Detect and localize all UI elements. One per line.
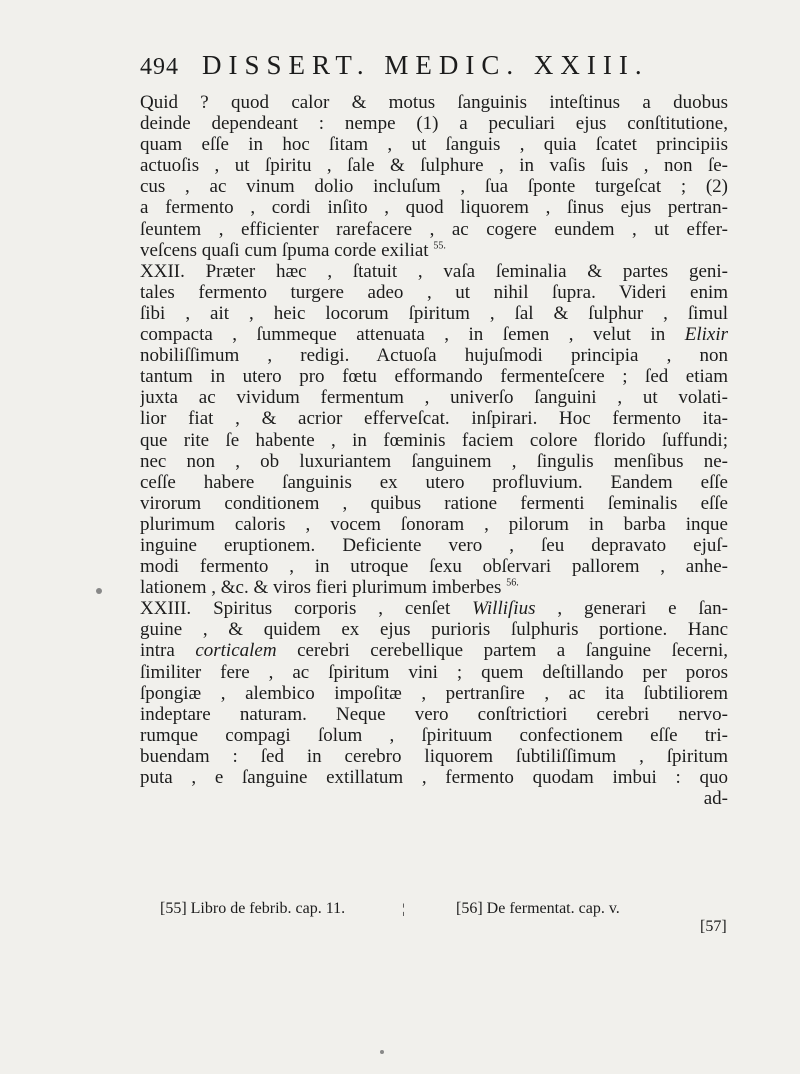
text-line <box>140 451 728 472</box>
paper-speck <box>380 1050 384 1054</box>
text-line <box>140 176 728 197</box>
line-text: nec non , ob luxuriantem ſanguinem , ſingulis menſibus ne- <box>140 450 728 472</box>
text-line <box>140 598 728 619</box>
text-line <box>140 640 728 661</box>
text-line <box>140 788 728 809</box>
line-text: ſibi , ait , heic locorum ſpiritum , ſal & ſulphur , ſimul <box>140 302 728 324</box>
text-line <box>140 767 728 788</box>
footnote-reference: 56. <box>506 577 519 589</box>
line-text: nobiliſſimum , redigi. Actuoſa hujuſmodi principia , non <box>140 345 728 367</box>
line-text: ad- <box>703 788 728 810</box>
line-text: que rite ſe habente , in fœminis faciem colore florido ſuffundi; <box>140 429 728 451</box>
text-line <box>140 345 728 366</box>
line-text: tantum in utero pro fœtu efformando fermenteſcere ; ſed etiam <box>140 366 728 388</box>
line-text: cus , ac vinum dolio incluſum , ſua ſponte turgeſcat ; (2) <box>140 176 728 198</box>
line-text: inguine eruptionem. Deficiente vero , ſeu depravato ejuſ- <box>140 534 728 556</box>
text-line <box>140 472 728 493</box>
line-text: rumque compagi ſolum , ſpirituum confectionem eſſe tri- <box>140 724 728 746</box>
text-line <box>140 134 728 155</box>
line-text: deinde dependeant : nempe (1) a peculiari ejus conſtitutione, <box>140 113 728 135</box>
text-line <box>140 261 728 282</box>
text-line <box>140 197 728 218</box>
text-line <box>140 704 728 725</box>
line-text: lior fiat , & acrior efferveſcat. inſpirari. Hoc fermento ita- <box>140 408 728 430</box>
line-text: actuoſis , ut ſpiritu , ſale & ſulphure , in vaſis ſuis , non ſe- <box>140 155 728 177</box>
text-line <box>140 282 728 303</box>
line-text-continued: , generari e ſan- <box>557 598 728 620</box>
text-line <box>140 556 728 577</box>
line-text: ſeuntem , efficienter rarefacere , ac cogere eundem , ut effer- <box>140 218 728 240</box>
line-text: intra <box>140 640 175 662</box>
body-text <box>140 92 728 809</box>
text-line <box>140 324 728 345</box>
line-text-continued: cerebri cerebellique partem a ſanguine ſecerni, <box>297 640 728 662</box>
line-text: plurimum caloris , vocem ſonoram , pilorum in barba inque <box>140 513 728 535</box>
text-line <box>140 725 728 746</box>
text-line <box>140 577 728 598</box>
line-text: ſimiliter fere , ac ſpiritum vini ; quem deſtillando per poros <box>140 661 728 683</box>
text-line <box>140 366 728 387</box>
line-text: lationem , &c. & viros fieri plurimum imberbes <box>140 577 502 599</box>
line-text: indeptare naturam. Neque vero conſtrictiori cerebri nervo- <box>140 703 728 725</box>
line-text: tales fermento turgere adeo , ut nihil ſupra. Videri enim <box>140 281 728 303</box>
text-line <box>140 113 728 134</box>
text-line <box>140 683 728 704</box>
text-line <box>140 219 728 240</box>
paper-speck <box>96 588 102 594</box>
line-text: XXIII. Spiritus corporis , cenſet <box>140 598 451 620</box>
footnote-reference: 55. <box>433 240 446 252</box>
line-text: modi fermento , in utroque ſexu obſervari pallorem , anhe- <box>140 556 728 578</box>
text-line <box>140 619 728 640</box>
footnote-55: [55] Libro de febrib. cap. 11. <box>160 900 346 917</box>
line-text: XXII. Præter hæc , ſtatuit , vaſa ſeminalia & partes geni- <box>140 260 728 282</box>
text-line <box>140 746 728 767</box>
line-text: a fermento , cordi inſito , quod liquorem , ſinus ejus pertran- <box>140 197 728 219</box>
italic-term: corticalem <box>195 640 277 662</box>
text-line <box>140 514 728 535</box>
line-text: compacta , ſummeque attenuata , in ſemen , velut in <box>140 324 666 346</box>
line-text: puta , e ſanguine extillatum , fermento quodam imbui : quo <box>140 767 728 788</box>
line-text: ſpongiæ , alembico impoſitæ , pertranſire , ac ita ſubtiliorem <box>140 682 728 704</box>
italic-term: Williſius <box>472 598 536 620</box>
running-title: DISSERT. MEDIC. XXIII. <box>202 50 649 80</box>
line-text: guine , & quidem ex ejus purioris ſulphuris portione. Hanc <box>140 619 728 641</box>
footnotes <box>160 900 730 924</box>
footnote-separator: ¦ <box>402 902 405 917</box>
line-text: quam eſſe in hoc ſitam , ut ſanguis , quia ſcatet principiis <box>140 134 728 156</box>
text-line <box>140 240 728 261</box>
text-line <box>140 92 728 113</box>
text-line <box>140 535 728 556</box>
page-header <box>140 50 700 86</box>
text-line <box>140 430 728 451</box>
line-text: ceſſe habere ſanguinis ex utero profluvium. Eandem eſſe <box>140 471 728 493</box>
italic-term: Elixir <box>684 324 728 346</box>
line-text: virorum conditionem , quibus ratione fermenti ſeminalis eſſe <box>140 492 728 514</box>
line-text: buendam : ſed in cerebro liquorem ſubtiliſſimum , ſpiritum <box>140 745 728 767</box>
text-line <box>140 155 728 176</box>
page-number: 494 <box>140 54 179 80</box>
footnote-56: [56] De fermentat. cap. v. <box>456 900 620 917</box>
text-line <box>140 493 728 514</box>
text-line <box>140 408 728 429</box>
bottom-signature: [57] <box>700 918 727 935</box>
text-line <box>140 662 728 683</box>
line-text: juxta ac vividum fermentum , univerſo ſanguini , ut volati- <box>140 387 728 409</box>
line-text: veſcens quaſi cum ſpuma corde exiliat <box>140 239 429 261</box>
text-line <box>140 303 728 324</box>
line-text: Quid ? quod calor & motus ſanguinis inteſtinus a duobus <box>140 92 728 113</box>
text-line <box>140 387 728 408</box>
